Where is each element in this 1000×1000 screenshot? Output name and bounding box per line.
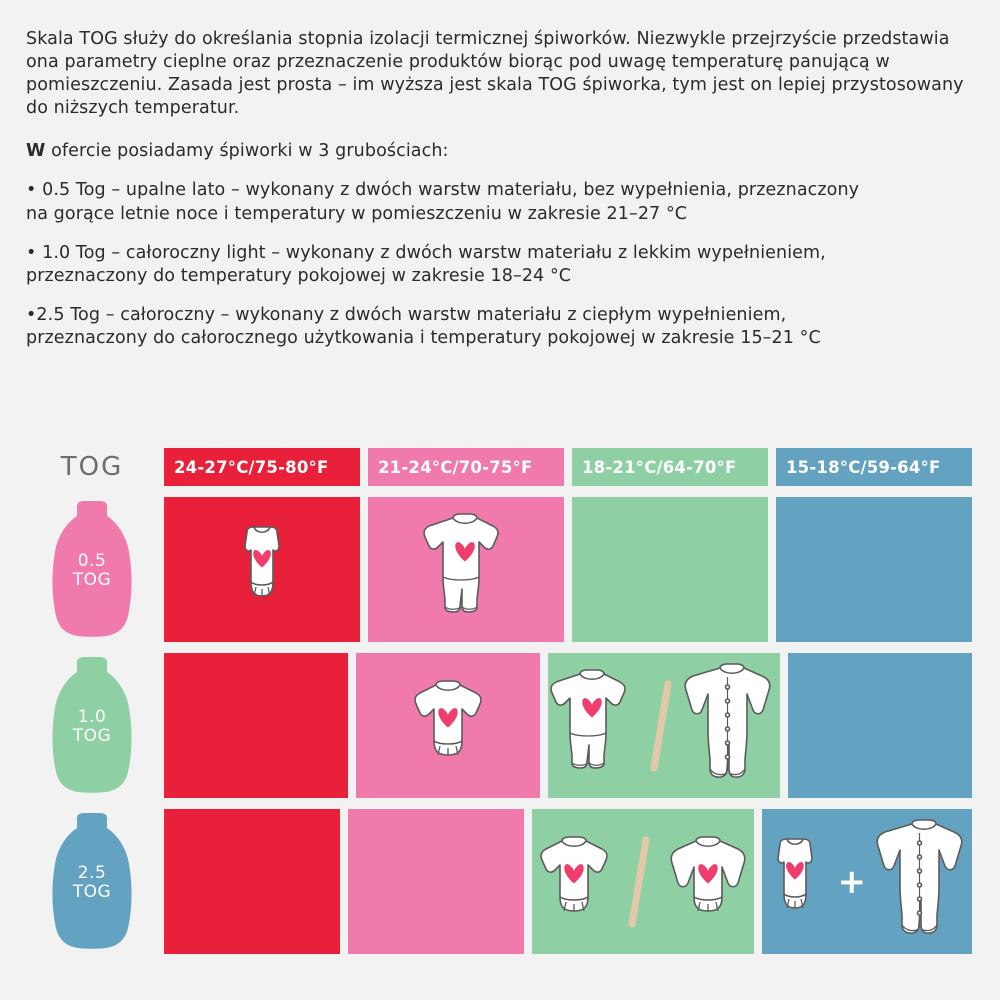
tog-table-row xyxy=(28,809,972,954)
tog-rating-cell-2 xyxy=(28,809,156,954)
offer-heading-rest: ofercie posiadamy śpiworki w 3 grubościach: xyxy=(45,141,449,162)
sleeping-sack-graphic xyxy=(44,500,140,640)
column-header-1-label: 21-24°C/70-75°F xyxy=(378,457,533,477)
bullet-0-line1: • 0.5 Tog – upalne lato – wykonany z dwóch warstw materiału, bez wypełnienia, przeznaczony xyxy=(26,180,860,201)
sleeping-sack-graphic xyxy=(44,656,140,796)
bodysuit-sleeveless-icon xyxy=(229,524,295,616)
bullet-1-line2: przeznaczony do temperatury pokojowej w zakresie 18–24 °C xyxy=(26,265,572,286)
bodysuit-sleeveless-icon xyxy=(762,836,828,928)
romper-short-icon xyxy=(548,667,638,785)
bullet-1-line1: • 1.0 Tog – całoroczny light – wykonany z dwóch warstw materiału z lekkim wypełnieniem, xyxy=(26,242,826,263)
tog-rating-unit: TOG xyxy=(72,882,112,903)
tog-cell-r1-c3 xyxy=(788,653,972,798)
tog-rating-label xyxy=(44,708,140,747)
slash-separator-icon xyxy=(626,834,652,930)
bullet-0-line2: na gorące letnie noce i temperatury w pomieszczeniu w zakresie 21–27 °C xyxy=(26,203,688,224)
column-header-1 xyxy=(368,448,564,486)
bullet-2-line2: przeznaczony do całorocznego użytkowania i temperatury pokojowej w zakresie 15–21 °C xyxy=(26,327,821,348)
bullet-2-line1: •2.5 Tog – całoroczny – wykonany z dwóch warstw materiału z ciepłym wypełnieniem, xyxy=(26,304,787,325)
tog-rating-value: 0.5 xyxy=(77,550,107,571)
tog-cell-r2-c0 xyxy=(164,809,340,954)
offer-heading xyxy=(26,140,974,163)
tog-rating-unit: TOG xyxy=(72,570,112,591)
sleeping-sack-graphic xyxy=(44,812,140,952)
bodysuit-short-sleeve-icon xyxy=(406,679,490,773)
tog-cell-r1-c0 xyxy=(164,653,348,798)
tog-cell-r2-c3 xyxy=(762,809,973,954)
tog-cell-r0-c0 xyxy=(164,497,360,642)
slash-separator-icon xyxy=(648,678,674,774)
intro-paragraph: Skala TOG służy do określania stopnia izolacji termicznej śpiworków. Niezwykle przejrzyście przedstawia ona parametry cieplne oraz przeznaczenie produktów biorąc pod uwagę temperaturę panującą w pomieszczeniu. Zasada jest prosta – im wyższa jest skala TOG śpiworka, tym jest on lepiej przystosowany do niższych temperatur. xyxy=(26,29,964,119)
bullet-item-1 xyxy=(26,242,974,288)
column-header-2 xyxy=(572,448,768,486)
bullet-item-2 xyxy=(26,304,974,350)
tog-rating-label xyxy=(44,552,140,591)
romper-short-icon xyxy=(421,511,511,629)
tog-corner-label: TOG xyxy=(60,452,124,482)
tog-cell-r2-c1 xyxy=(348,809,524,954)
bodysuit-short-sleeve-icon xyxy=(532,835,616,929)
column-header-2-label: 18-21°C/64-70°F xyxy=(582,457,737,477)
tog-cell-r0-c1 xyxy=(368,497,564,642)
bodysuit-long-sleeve-icon xyxy=(662,835,754,929)
tog-cell-r0-c2 xyxy=(572,497,768,642)
offer-heading-bold: W xyxy=(26,141,46,162)
tog-cell-r2-c2 xyxy=(532,809,754,954)
tog-table-header-row xyxy=(28,448,972,486)
tog-rating-unit: TOG xyxy=(72,726,112,747)
column-header-3-label: 15-18°C/59-64°F xyxy=(786,457,941,477)
tog-rating-cell-0 xyxy=(28,497,156,642)
sleepsuit-footed-icon xyxy=(684,661,780,791)
tog-rating-label xyxy=(44,864,140,903)
tog-cell-r1-c1 xyxy=(356,653,540,798)
sleepsuit-footed-icon xyxy=(876,817,972,947)
tog-corner-cell xyxy=(28,448,156,486)
column-header-0-label: 24-27°C/75-80°F xyxy=(174,457,329,477)
tog-cell-r1-c2 xyxy=(548,653,780,798)
tog-table xyxy=(28,448,972,965)
column-header-0 xyxy=(164,448,360,486)
tog-rating-value: 1.0 xyxy=(77,706,107,727)
column-header-3 xyxy=(776,448,972,486)
tog-table-row xyxy=(28,653,972,798)
tog-table-body xyxy=(28,497,972,954)
plus-icon: + xyxy=(837,861,866,902)
tog-rating-value: 2.5 xyxy=(77,862,107,883)
description-text-block xyxy=(26,28,974,366)
tog-cell-r0-c3 xyxy=(776,497,972,642)
bullet-item-0 xyxy=(26,179,974,225)
tog-table-row xyxy=(28,497,972,642)
tog-rating-cell-1 xyxy=(28,653,156,798)
